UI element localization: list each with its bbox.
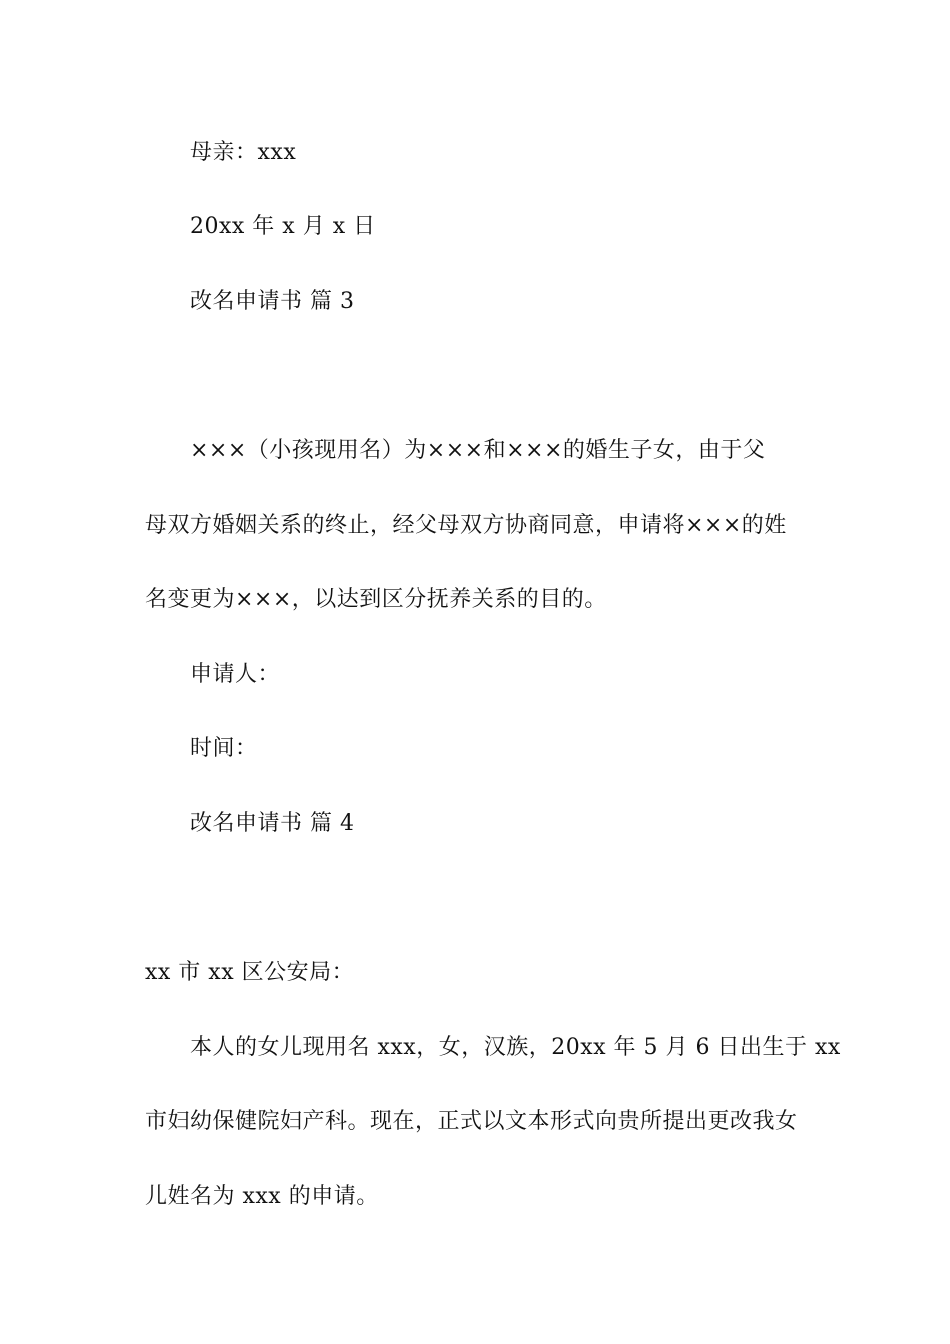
addressee-line: xx 市 xx 区公安局： <box>145 960 355 985</box>
time-line: 时间： <box>190 736 258 761</box>
paragraph-line: 名变更为×××，以达到区分抚养关系的目的。 <box>145 587 607 612</box>
paragraph-line: 母双方婚姻关系的终止，经父母双方协商同意，申请将×××的姓 <box>145 513 787 538</box>
section-heading-3: 改名申请书 篇 3 <box>190 289 355 314</box>
paragraph-line: ×××（小孩现用名）为×××和×××的婚生子女，由于父 <box>190 438 766 463</box>
date-line: 20xx 年 x 月 x 日 <box>190 214 376 239</box>
paragraph-line: 儿姓名为 xxx 的申请。 <box>145 1184 379 1209</box>
paragraph-line: 本人的女儿现用名 xxx，女，汉族，20xx 年 5 月 6 日出生于 xx <box>190 1035 841 1060</box>
paragraph-line: 市妇幼保健院妇产科。现在，正式以文本形式向贵所提出更改我女 <box>145 1109 798 1134</box>
applicant-line: 申请人： <box>190 662 281 687</box>
section-heading-4: 改名申请书 篇 4 <box>190 811 355 836</box>
mother-signature-line: 母亲：xxx <box>190 140 297 165</box>
